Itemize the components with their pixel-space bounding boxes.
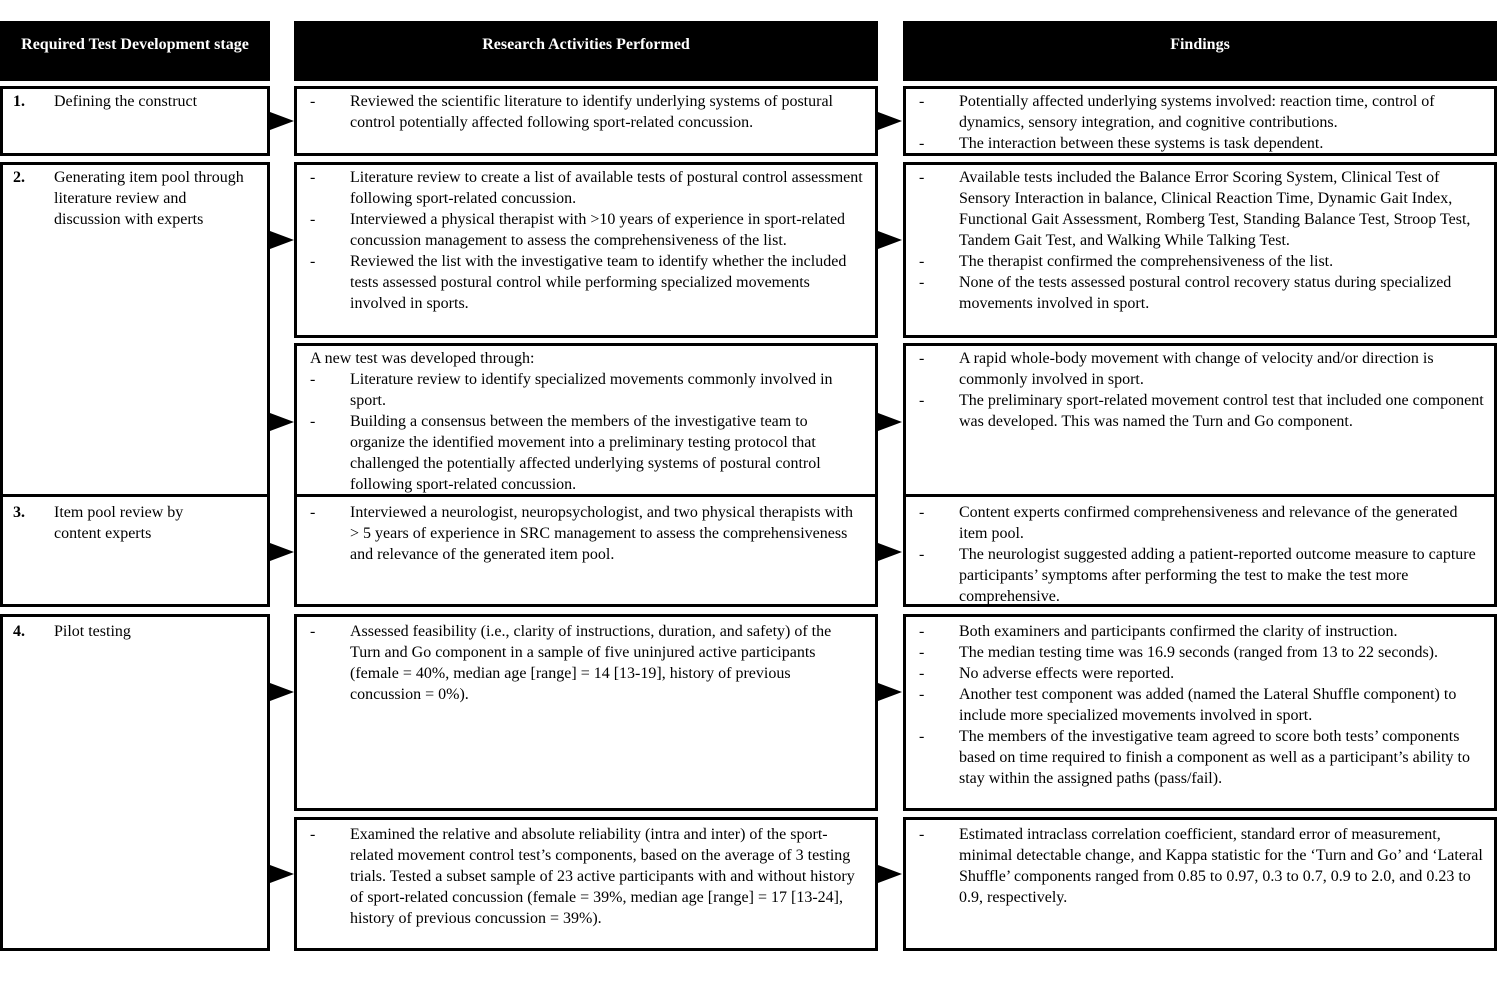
activities-list xyxy=(299,502,865,565)
findings-list xyxy=(908,824,1484,908)
list-item: - The interaction between these systems is task dependent. xyxy=(919,135,1324,152)
activities-box-4a xyxy=(294,614,878,811)
list-item: - Interviewed a neurologist, neuropsychologist, and two physical therapists with > 5 years of experience in SRC management to assess the comprehensiveness and relevance of the generated item pool. xyxy=(310,504,854,563)
stage-label: Item pool review by content experts xyxy=(54,504,184,542)
list-item: - The members of the investigative team agreed to score both tests’ components based on time required to finish a component as well as a participant’s ability to stay within the assigned paths (pass/fail). xyxy=(919,728,1470,787)
list-item: - Building a consensus between the members of the investigative team to organize the identified movement into a preliminary testing protocol that challenged the potentially affected underlying systems of postural control following sport-related concussion. xyxy=(310,413,821,493)
list-item: - No adverse effects were reported. xyxy=(919,665,1175,682)
header-findings xyxy=(903,21,1497,81)
arrow-right-icon xyxy=(878,231,902,249)
findings-list xyxy=(908,91,1484,154)
arrow-right-icon xyxy=(270,865,294,883)
arrow-right-icon xyxy=(270,683,294,701)
stage-label: Pilot testing xyxy=(54,623,131,640)
arrow-right-icon xyxy=(878,543,902,561)
stage-number: 2. xyxy=(13,169,25,186)
header-activities-text: Research Activities Performed xyxy=(482,36,690,53)
findings-list xyxy=(908,502,1484,607)
arrow-right-icon xyxy=(270,112,294,130)
arrow-right-icon xyxy=(270,231,294,249)
activities-box-3 xyxy=(294,494,878,607)
activities-box-2b xyxy=(294,343,878,497)
header-stage-text: Required Test Development stage xyxy=(21,36,249,53)
findings-box-4b xyxy=(903,817,1497,951)
findings-list xyxy=(908,348,1484,432)
findings-box-2a xyxy=(903,162,1497,338)
stage-number: 4. xyxy=(13,623,25,640)
list-item: - Literature review to identify specialized movements commonly involved in sport. xyxy=(310,371,833,409)
stage-number: 3. xyxy=(13,504,25,521)
list-item: - The therapist confirmed the comprehensiveness of the list. xyxy=(919,253,1334,270)
activities-box-1 xyxy=(294,86,878,156)
arrow-right-icon xyxy=(270,543,294,561)
list-item: - Available tests included the Balance Error Scoring System, Clinical Test of Sensory Interaction in balance, Clinical Reaction Time, Dynamic Gait Index, Functional Gait Assessment, Romberg Test, Standing Balance Test, Stroop Test, Tandem Gait Test, and Walking While Talking Test. xyxy=(919,169,1471,249)
list-item: - Reviewed the scientific literature to identify underlying systems of postural control potentially affected following sport-related concussion. xyxy=(310,93,833,131)
list-item: - Content experts confirmed comprehensiveness and relevance of the generated item pool. xyxy=(919,504,1458,542)
list-item: - The neurologist suggested adding a patient-reported outcome measure to capture participants’ symptoms after performing the test to make the test more comprehensive. xyxy=(919,546,1476,605)
list-item: - Potentially affected underlying systems involved: reaction time, control of dynamics, sensory integration, and cognitive contributions. xyxy=(919,93,1435,131)
list-item: - None of the tests assessed postural control recovery status during specialized movements involved in sport. xyxy=(919,274,1452,312)
stage-box-3 xyxy=(0,494,270,607)
findings-list xyxy=(908,167,1484,314)
stage-box-4 xyxy=(0,614,270,951)
findings-box-4a xyxy=(903,614,1497,811)
arrow-right-icon xyxy=(878,865,902,883)
findings-box-1 xyxy=(903,86,1497,156)
findings-box-2b xyxy=(903,343,1497,497)
activities-list xyxy=(299,91,865,133)
arrow-right-icon xyxy=(878,683,902,701)
list-item: - Reviewed the list with the investigative team to identify whether the included tests assessed postural control while performing specialized movements involved in sports. xyxy=(310,253,847,312)
list-item: - Assessed feasibility (i.e., clarity of instructions, duration, and safety) of the Turn and Go component in a sample of five uninjured active participants (female = 40%, median age [range] = 14 [13-19], history of previous concussion = 0%). xyxy=(310,623,832,703)
list-item: - The median testing time was 16.9 seconds (ranged from 13 to 22 seconds). xyxy=(919,644,1438,661)
list-item: - The preliminary sport-related movement control test that included one component was developed. This was named the Turn and Go component. xyxy=(919,392,1484,430)
list-item: - Another test component was added (named the Lateral Shuffle component) to include more specialized movements involved in sport. xyxy=(919,686,1457,724)
arrow-right-icon xyxy=(878,413,902,431)
activities-box-2a xyxy=(294,162,878,338)
header-stage xyxy=(0,21,270,81)
list-item: - Literature review to create a list of available tests of postural control assessment following sport-related concussion. xyxy=(310,169,863,207)
activities-list xyxy=(299,369,865,495)
stage-number: 1. xyxy=(13,93,25,110)
stage-label: Generating item pool through literature review and discussion with experts xyxy=(54,169,244,228)
activities-intro: A new test was developed through: xyxy=(310,350,535,367)
list-item: - Examined the relative and absolute reliability (intra and inter) of the sport-related movement control test’s components, based on the average of 3 testing trials. Tested a subset sample of 23 active participants with and without history of sport-related concussion (female = 39%, median age [range] = 17 [13-24], history of previous concussion = 39%). xyxy=(310,826,855,927)
activities-box-4b xyxy=(294,817,878,951)
list-item: - Interviewed a physical therapist with >10 years of experience in sport-related concussion management to assess the comprehensiveness of the list. xyxy=(310,211,846,249)
stage-box-2 xyxy=(0,162,270,497)
findings-list xyxy=(908,621,1484,789)
header-findings-text: Findings xyxy=(1170,36,1230,53)
arrow-right-icon xyxy=(270,413,294,431)
stage-label: Defining the construct xyxy=(54,93,198,110)
activities-list xyxy=(299,824,865,929)
findings-box-3 xyxy=(903,494,1497,607)
list-item: - A rapid whole-body movement with change of velocity and/or direction is commonly involved in sport. xyxy=(919,350,1434,388)
activities-list xyxy=(299,167,865,314)
list-item: - Estimated intraclass correlation coefficient, standard error of measurement, minimal detectable change, and Kappa statistic for the ‘Turn and Go’ and ‘Lateral Shuffle’ components ranged from 0.85 to 0.97, 0.3 to 0.7, 0.9 to 2.0, and 0.23 to 0.9, respectively. xyxy=(919,826,1483,906)
stage-box-1 xyxy=(0,86,270,156)
arrow-right-icon xyxy=(878,112,902,130)
list-item: - Both examiners and participants confirmed the clarity of instruction. xyxy=(919,623,1398,640)
header-activities xyxy=(294,21,878,81)
activities-list xyxy=(299,621,865,705)
